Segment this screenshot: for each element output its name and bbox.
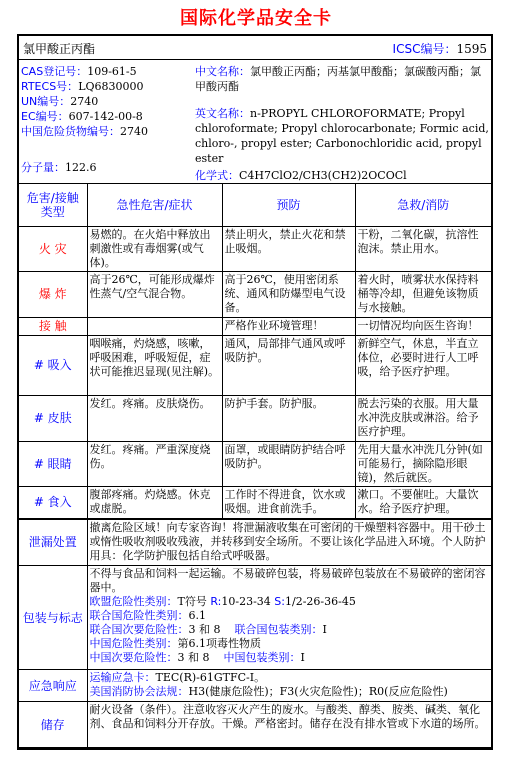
cn-sub-value: 3 和 8 xyxy=(177,651,210,664)
storage-label: 储存 xyxy=(19,702,87,748)
emergency-content xyxy=(87,670,491,702)
spill-text: 撤离危险区域！向专家咨询！将泄漏液收集在可密闭的干燥塑料容器中。用干砂土或惰性吸收剂吸收残液，并转移到安全场所。不要让该化学品进入环境。个人防护用具：化学防护服包括自给式呼吸器。 xyxy=(87,520,491,566)
packaging-note: 不得与食品和饲料一起运输。不易破碎包装，将易破碎包装放在不易破碎的密闭容器中。 xyxy=(89,567,486,594)
hazard-prevent: 通风，局部排气通风或呼吸防护。 xyxy=(222,335,355,395)
hazard-row-inhalation xyxy=(19,335,491,395)
nfpa-value: H3(健康危险性)；F3(火灾危险性)；R0(反应危险性) xyxy=(188,685,448,698)
lower-section xyxy=(19,520,491,749)
cn-pack-value: I xyxy=(300,651,305,664)
hazard-label: # 食入 xyxy=(19,486,87,518)
hazard-label: # 眼睛 xyxy=(19,441,87,486)
name-row xyxy=(19,36,491,60)
handling-table xyxy=(19,520,491,749)
rtecs-value: LQ6830000 xyxy=(78,80,144,93)
un-value: 2740 xyxy=(70,95,99,108)
hazard-acute: 咽喉痛，灼烧感，咳嗽，呼吸困难，呼吸短促，症状可能推迟显现(见注解)。 xyxy=(87,335,222,395)
hazard-acute: 腹部疼痛。灼烧感。休克或虚脱。 xyxy=(87,486,222,518)
hazard-acute: 高于26℃，可能形成爆炸性蒸气/空气混合物。 xyxy=(87,271,222,317)
nfpa-label: 美国消防协会法规： xyxy=(89,685,189,698)
hazard-label: # 皮肤 xyxy=(19,395,87,441)
emergency-row xyxy=(19,670,491,702)
packaging-label: 包装与标志 xyxy=(19,566,87,670)
hazard-acute: 易燃的。在火焰中释放出刺激性或有毒烟雾(或气体)。 xyxy=(87,226,222,271)
cn-subsidiary xyxy=(90,651,490,665)
cas-label: CAS登记号： xyxy=(21,65,88,78)
hazard-aid: 新鲜空气，休息，半直立体位，必要时进行人工呼吸，给予医疗护理。 xyxy=(355,335,491,395)
card-title: 国际化学品安全卡 xyxy=(180,8,332,29)
cn-value: 2740 xyxy=(120,125,148,138)
cn-label: 中国危险货物编号： xyxy=(21,125,120,138)
header-prevent: 预防 xyxy=(222,184,355,226)
icsc-number xyxy=(393,40,487,57)
storage-text: 耐火设备（条件）。注意收容灭火产生的废水。与酸类、醇类、胺类、碱类、氧化剂、食品和饲料分开存放。干燥。严格密封。储存在没有排水管或下水道的场所。 xyxy=(87,702,491,748)
eu-r-label: R: xyxy=(210,595,222,608)
hazard-prevent: 高于26℃，使用密闭系统、通风和防爆型电气设备。 xyxy=(222,271,355,317)
hazard-prevent: 禁止明火，禁止火花和禁止吸烟。 xyxy=(222,226,355,271)
eu-symbol: T符号 xyxy=(177,595,207,608)
cn-pack-label: 中国包装类别： xyxy=(223,651,301,664)
hazard-label: 爆 炸 xyxy=(19,271,87,317)
hazard-prevent: 防护手套。防护服。 xyxy=(222,395,355,441)
icsc-value: 1595 xyxy=(456,42,487,56)
header-type: 危害/接触类型 xyxy=(19,184,87,226)
hazard-row-contact xyxy=(19,317,491,335)
hazard-row-eyes xyxy=(19,441,491,486)
hazard-aid: 着火时，喷雾状水保持料桶等冷却，但避免该物质与水接触。 xyxy=(355,271,491,317)
header-acute: 急性危害/症状 xyxy=(87,184,222,226)
zh-name-label: 中文名称： xyxy=(195,65,250,78)
eu-classification xyxy=(90,595,490,609)
cn-classification xyxy=(90,637,490,651)
cn-sub-label: 中国次要危险性： xyxy=(89,651,178,664)
hazard-section xyxy=(19,184,491,520)
hazard-aid: 漱口。不要催吐。大量饮水。给予医疗护理。 xyxy=(355,486,491,518)
mw-value: 122.6 xyxy=(65,161,97,174)
un-class-value: 6.1 xyxy=(188,609,206,622)
un-classification xyxy=(90,609,490,623)
rtecs-label: RTECS号： xyxy=(21,80,79,93)
hazard-row-explosion xyxy=(19,271,491,317)
eu-label: 欧盟危险性类别： xyxy=(89,595,178,608)
en-name-value: n-PROPYL CHLOROFORMATE; Propyl chloroformate; Propyl chlorocarbonate; Formic acid, chloro-, propyl ester; Carbonochloridic acid, propyl ester xyxy=(195,107,489,165)
eu-s-value: 1/2-26-36-45 xyxy=(285,595,356,608)
spill-label: 泄漏处置 xyxy=(19,520,87,566)
packaging-row xyxy=(19,566,491,670)
hazard-prevent: 严格作业环境管理！ xyxy=(222,317,355,335)
safety-card xyxy=(17,34,493,750)
eu-s-label: S: xyxy=(274,595,285,608)
hazard-acute: 发红。疼痛。皮肤烧伤。 xyxy=(87,395,222,441)
hazard-aid: 先用大量水冲洗几分钟(如可能易行，摘除隐形眼镜)，然后就医。 xyxy=(355,441,491,486)
hazard-table xyxy=(19,184,491,519)
hazard-aid: 脱去污染的衣服。用大量水冲洗皮肤或淋浴。给予医疗护理。 xyxy=(355,395,491,441)
un-label: UN编号： xyxy=(21,95,71,108)
hazard-row-ingestion xyxy=(19,486,491,518)
formula-value: C4H7ClO2/CH3(CH2)2OCOCl xyxy=(239,169,407,182)
ec-value: 607-142-00-8 xyxy=(68,110,143,123)
un-sub-label: 联合国次要危险性： xyxy=(89,623,189,636)
chinese-name: 氯甲酸正丙酯 xyxy=(23,42,96,56)
mw-label: 分子量： xyxy=(21,161,65,174)
cn-class-label: 中国危险性类别： xyxy=(89,637,178,650)
cn-class-value: 第6.1项毒性物质 xyxy=(177,637,261,650)
un-class-label: 联合国危险性类别： xyxy=(89,609,189,622)
cas-value: 109-61-5 xyxy=(87,65,137,78)
hazard-row-skin xyxy=(19,395,491,441)
nfpa-code xyxy=(90,685,490,699)
hazard-aid: 干粉，二氧化碳，抗溶性泡沫。禁止用水。 xyxy=(355,226,491,271)
transport-label: 运输应急卡： xyxy=(89,671,156,684)
eu-r-value: 10-23-34 xyxy=(221,595,271,608)
header-aid: 急救/消防 xyxy=(355,184,491,226)
ec-label: EC编号： xyxy=(21,110,69,123)
packaging-content xyxy=(87,566,491,670)
en-name-label: 英文名称： xyxy=(195,107,250,120)
emergency-label: 应急响应 xyxy=(19,670,87,702)
transport-card xyxy=(90,671,490,685)
zh-name-value: 氯甲酸正丙酯；丙基氯甲酸酯；氯碳酸丙酯；氯甲酸丙酯 xyxy=(195,65,481,93)
hazard-label: 火 灾 xyxy=(19,226,87,271)
un-subsidiary xyxy=(90,623,490,637)
hazard-row-fire xyxy=(19,226,491,271)
hazard-acute: 发红。疼痛。严重深度烧伤。 xyxy=(87,441,222,486)
formula-label: 化学式： xyxy=(195,169,239,182)
hazard-label: # 吸入 xyxy=(19,335,87,395)
hazard-prevent: 工作时不得进食，饮水或吸烟。进食前洗手。 xyxy=(222,486,355,518)
un-pack-value: I xyxy=(322,623,327,636)
transport-value: TEC(R)-61GTFC-I。 xyxy=(155,671,266,684)
hazard-header-row xyxy=(19,184,491,226)
hazard-acute xyxy=(87,317,222,335)
spill-row xyxy=(19,520,491,566)
icsc-label: ICSC编号： xyxy=(392,42,457,56)
un-pack-label: 联合国包装类别： xyxy=(234,623,323,636)
identifiers xyxy=(21,64,193,175)
hazard-label: 接 触 xyxy=(19,317,87,335)
un-sub-value: 3 和 8 xyxy=(188,623,221,636)
names xyxy=(195,64,491,183)
storage-row xyxy=(19,702,491,748)
hazard-prevent: 面罩，或眼睛防护结合呼吸防护。 xyxy=(222,441,355,486)
identity-block xyxy=(19,60,491,184)
hazard-aid: 一切情况均向医生咨询！ xyxy=(355,317,491,335)
